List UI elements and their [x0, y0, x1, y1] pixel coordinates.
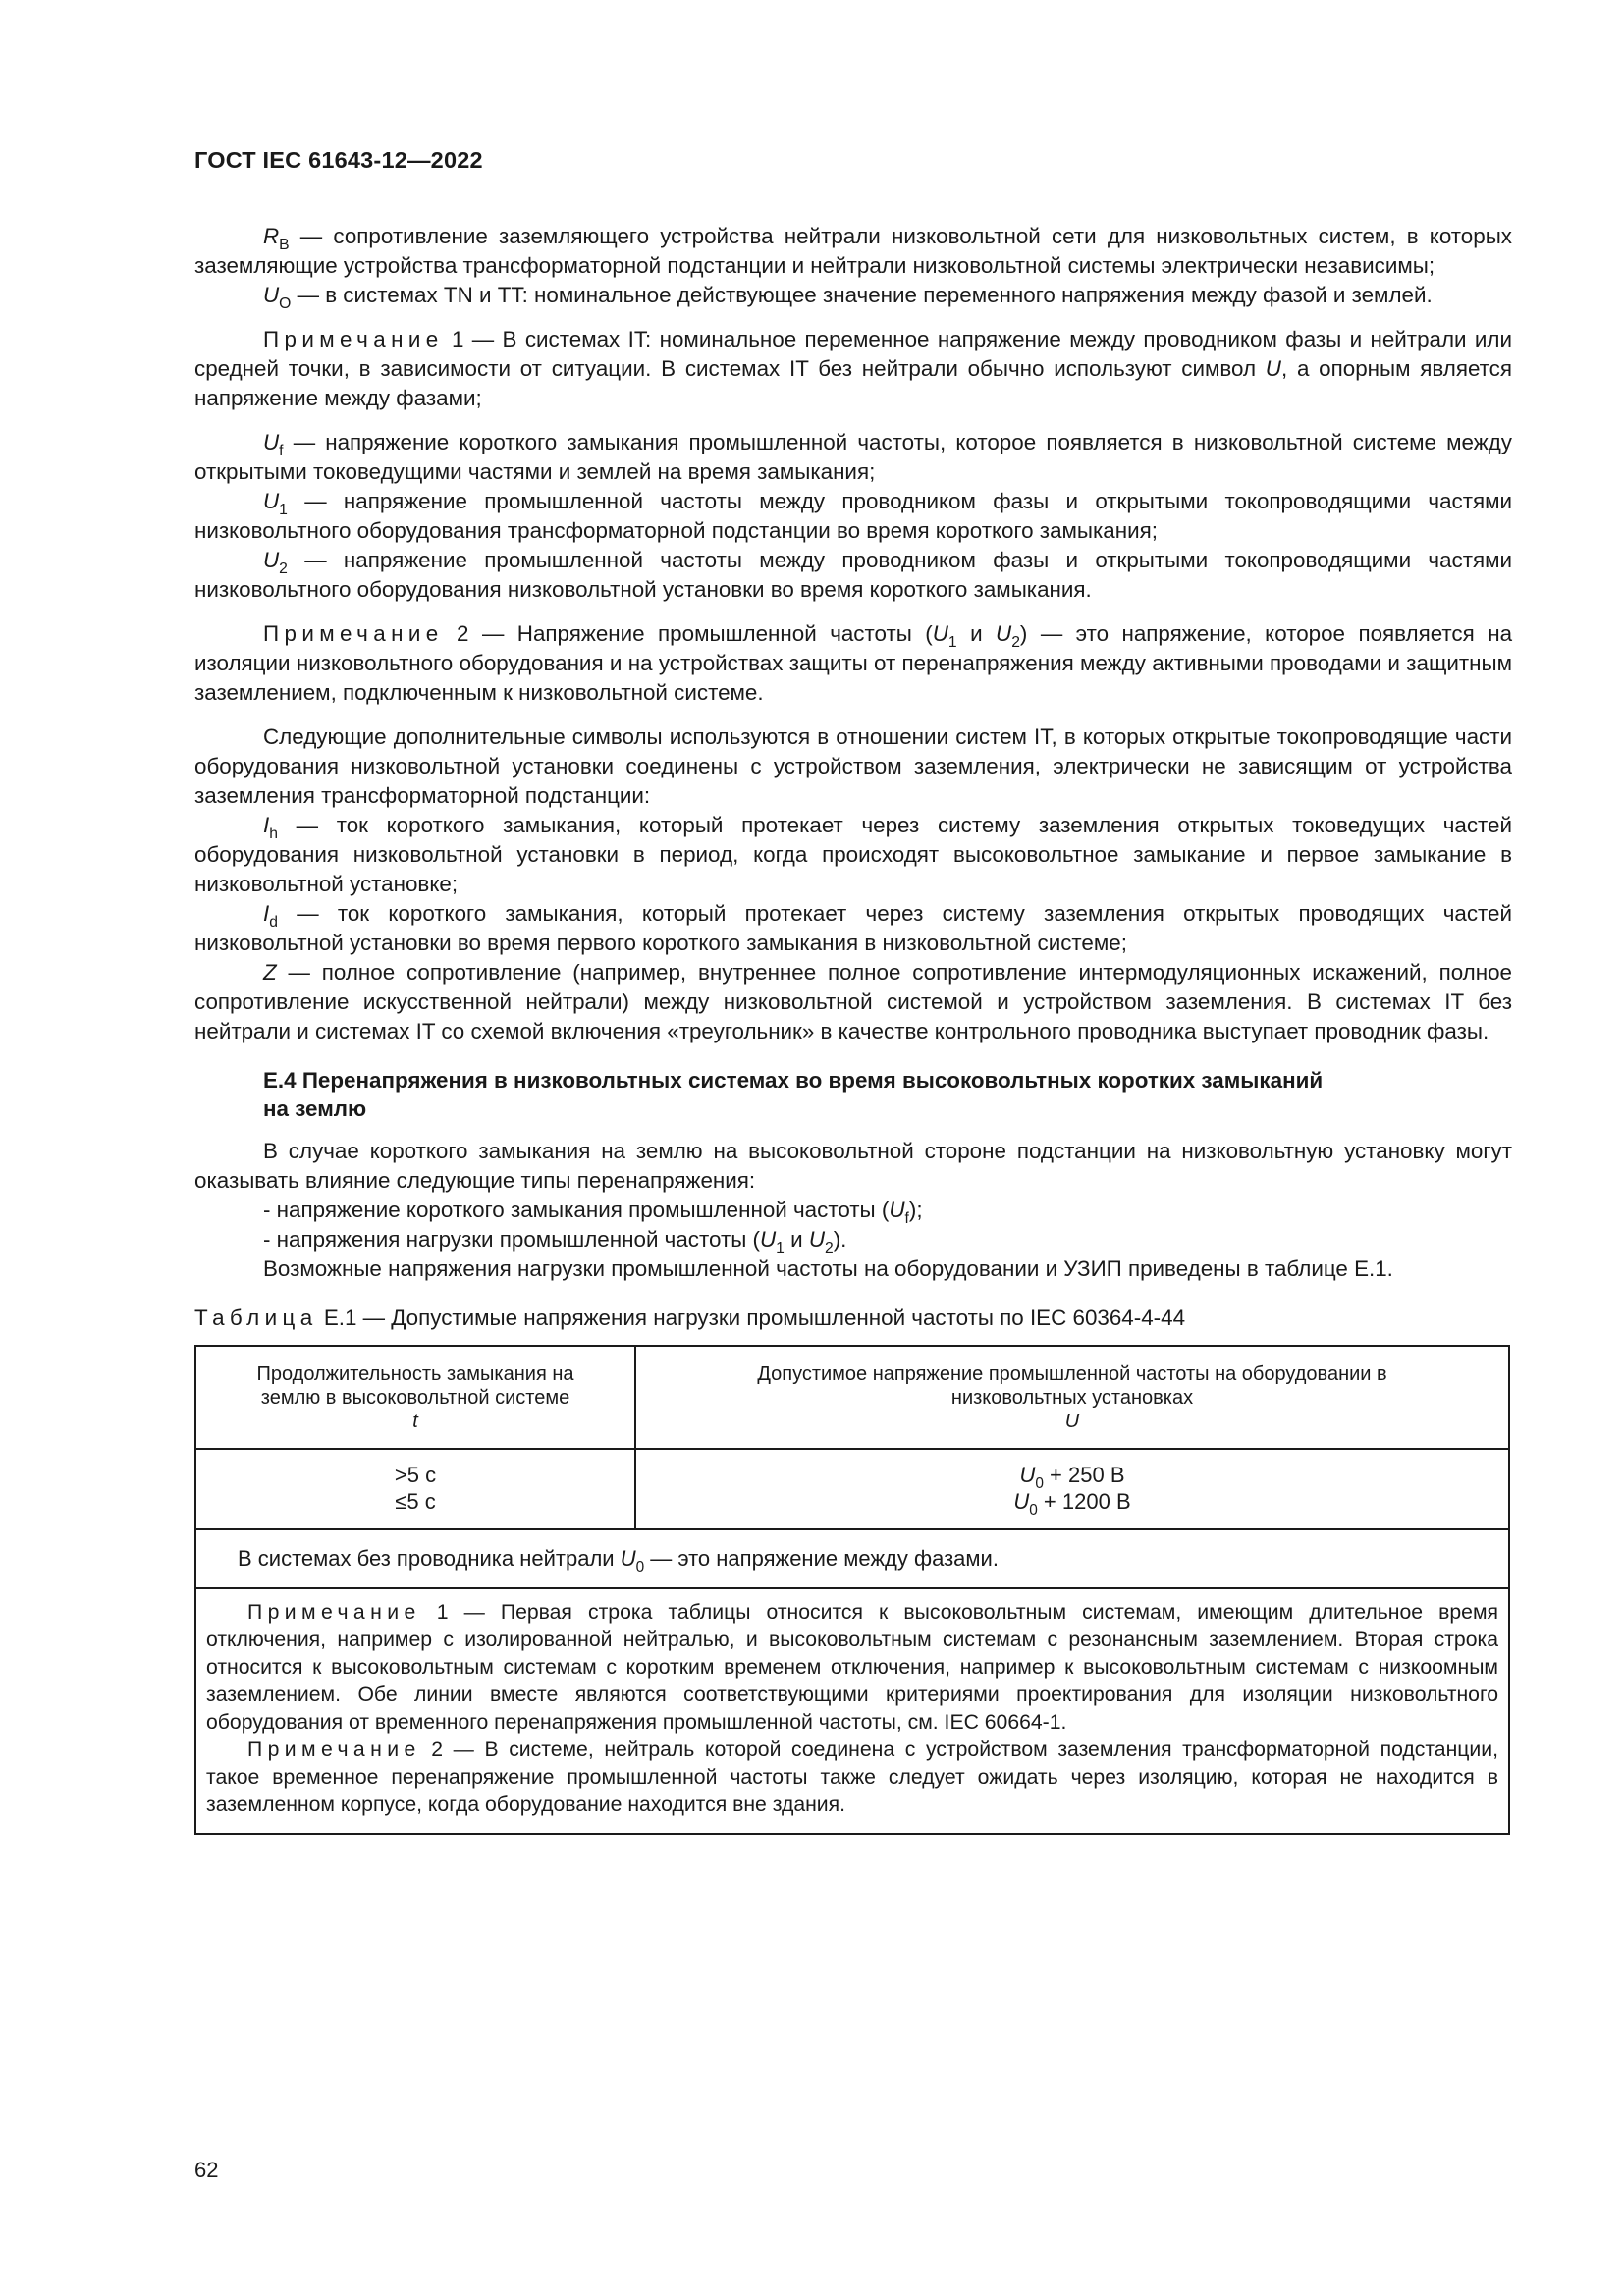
page-content: [194, 222, 1512, 1835]
definition-uo: $U_O$ — в системах TN и TT: номинальное действующее значение переменного напряжения между фазой и землей.: [263, 283, 1433, 312]
definition-id: $I_d$ — ток короткого замыкания, который протекает через систему заземления открытых проводящих частей низковольтной установки во время первого короткого замыкания в низковольтной системе;: [194, 901, 1512, 955]
table-footnote: В системах без проводника нейтрали $U_0$ — это напряжение между фазами.: [195, 1529, 1509, 1588]
list-item: - напряжение короткого замыкания промышленной частоты $(U_f)$;: [263, 1198, 923, 1227]
section-intro: В случае короткого замыкания на землю на высоковольтной стороне подстанции на низковольтную установку могут оказывать влияние следующие типы перенапряжения:: [194, 1139, 1512, 1193]
table-footnote-row: [195, 1529, 1509, 1588]
table-notes: [195, 1588, 1509, 1834]
table-reference: Возможные напряжения нагрузки промышленной частоты на оборудовании и УЗИП приведены в таблице Е.1.: [263, 1256, 1393, 1281]
table-header-voltage: Допустимое напряжение промышленной частоты на оборудовании в низковольтных установках U: [635, 1346, 1509, 1449]
table-cell-duration: >5 с ≤5 с: [195, 1449, 635, 1529]
voltage-table: [194, 1345, 1510, 1835]
table-note-2: Примечание 2 — В системе, нейтраль которой соединена с устройством заземления трансформаторной подстанции, такое временное перенапряжение промышленной частоты также следует ожидать через изоляцию, которая не находится в заземленном корпусе, когда оборудование находится вне здания.: [206, 1738, 1498, 1816]
definition-z: Z — полное сопротивление (например, внутреннее полное сопротивление интермодуляционных искажений, полное сопротивление искусственной нейтрали) между низковольтной системой и устройством заземления. В системах IT без нейтрали и системах IT со схемой включения «треугольник» в качестве контрольного проводника выступает проводник фазы.: [194, 960, 1512, 1043]
page-number: 62: [194, 2158, 219, 2182]
section-heading-e4: E.4 Перенапряжения в низковольтных системах во время высоковольтных коротких замыканий на землю: [263, 1068, 1324, 1121]
definition-u1: $U_1$ — напряжение промышленной частоты между проводником фазы и открытыми токопроводящими частями низковольтного оборудования трансформаторной подстанции во время короткого замыкания;: [194, 489, 1512, 543]
list-item: - напряжения нагрузки промышленной частоты ($U_1$ и $U_2$).: [263, 1227, 847, 1256]
table-header-duration: Продолжительность замыкания на землю в высоковольтной системе t: [195, 1346, 635, 1449]
note-2: Примечание 2 — Напряжение промышленной частоты ($U_1$ и $U_2$) — это напряжение, которое появляется на изоляции низковольтного оборудования и на устройствах защиты от перенапряжения между активными проводами и защитным заземлением, подключенным к низковольтной системе.: [194, 621, 1513, 705]
definition-u2: $U_2$ — напряжение промышленной частоты между проводником фазы и открытыми токопроводящими частями низковольтного оборудования низковольтной установки во время короткого замыкания.: [194, 548, 1512, 602]
note-1: Примечание 1 — В системах IT: номинальное переменное напряжение между проводником фазы и нейтрали или средней точки, в зависимости от ситуации. В системах IT без нейтрали обычно используют символ U, а опорным является напряжение между фазами;: [194, 327, 1512, 410]
table-note-1: Примечание 1 — Первая строка таблицы относится к высоковольтным системам, имеющим длительное время отключения, например с изолированной нейтралью, и высоковольтным системам с резонансным заземлением. Вторая строка относится к высоковольтным системам с коротким временем отключения, например к высоковольтным системам с низкоомным заземлением. Обе линии вместе являются соответствующими критериями проектирования для изоляции низковольтного оборудования от временного перенапряжения промышленной частоты, см. IEC 60664-1.: [206, 1601, 1498, 1734]
table-notes-row: [195, 1588, 1509, 1834]
table-caption: Таблица Е.1 — Допустимые напряжения нагрузки промышленной частоты по IEC 60364-4-44: [194, 1306, 1186, 1330]
definition-uf: $U_f$ — напряжение короткого замыкания промышленной частоты, которое появляется в низковольтной системе между открытыми токоведущими частями и землей на время замыкания;: [194, 430, 1512, 484]
additional-symbols-intro: Следующие дополнительные символы используются в отношении систем IT, в которых открытые токопроводящие части оборудования низковольтной установки соединены с устройством заземления, электрически не зависящим от устройства заземления трансформаторной подстанции:: [194, 724, 1512, 808]
table-cell-voltage: $U_0 + 250$ В $U_0 + 1200$ В: [635, 1449, 1509, 1529]
definition-rb: $R_B$ — сопротивление заземляющего устройства нейтрали низковольтной сети для низковольтных систем, в которых заземляющие устройства трансформаторной подстанции и нейтрали низковольтной системы электрически независимы;: [194, 224, 1512, 278]
document-header: ГОСТ IEC 61643-12—2022: [194, 147, 483, 173]
table-header-row: [195, 1346, 1509, 1449]
definition-ih: $I_h$ — ток короткого замыкания, который протекает через систему заземления открытых токоведущих частей оборудования низковольтной установки в период, когда происходят высоковольтное замыкание и первое замыкание в низковольтной установке;: [194, 813, 1512, 896]
table-row: [195, 1449, 1509, 1529]
